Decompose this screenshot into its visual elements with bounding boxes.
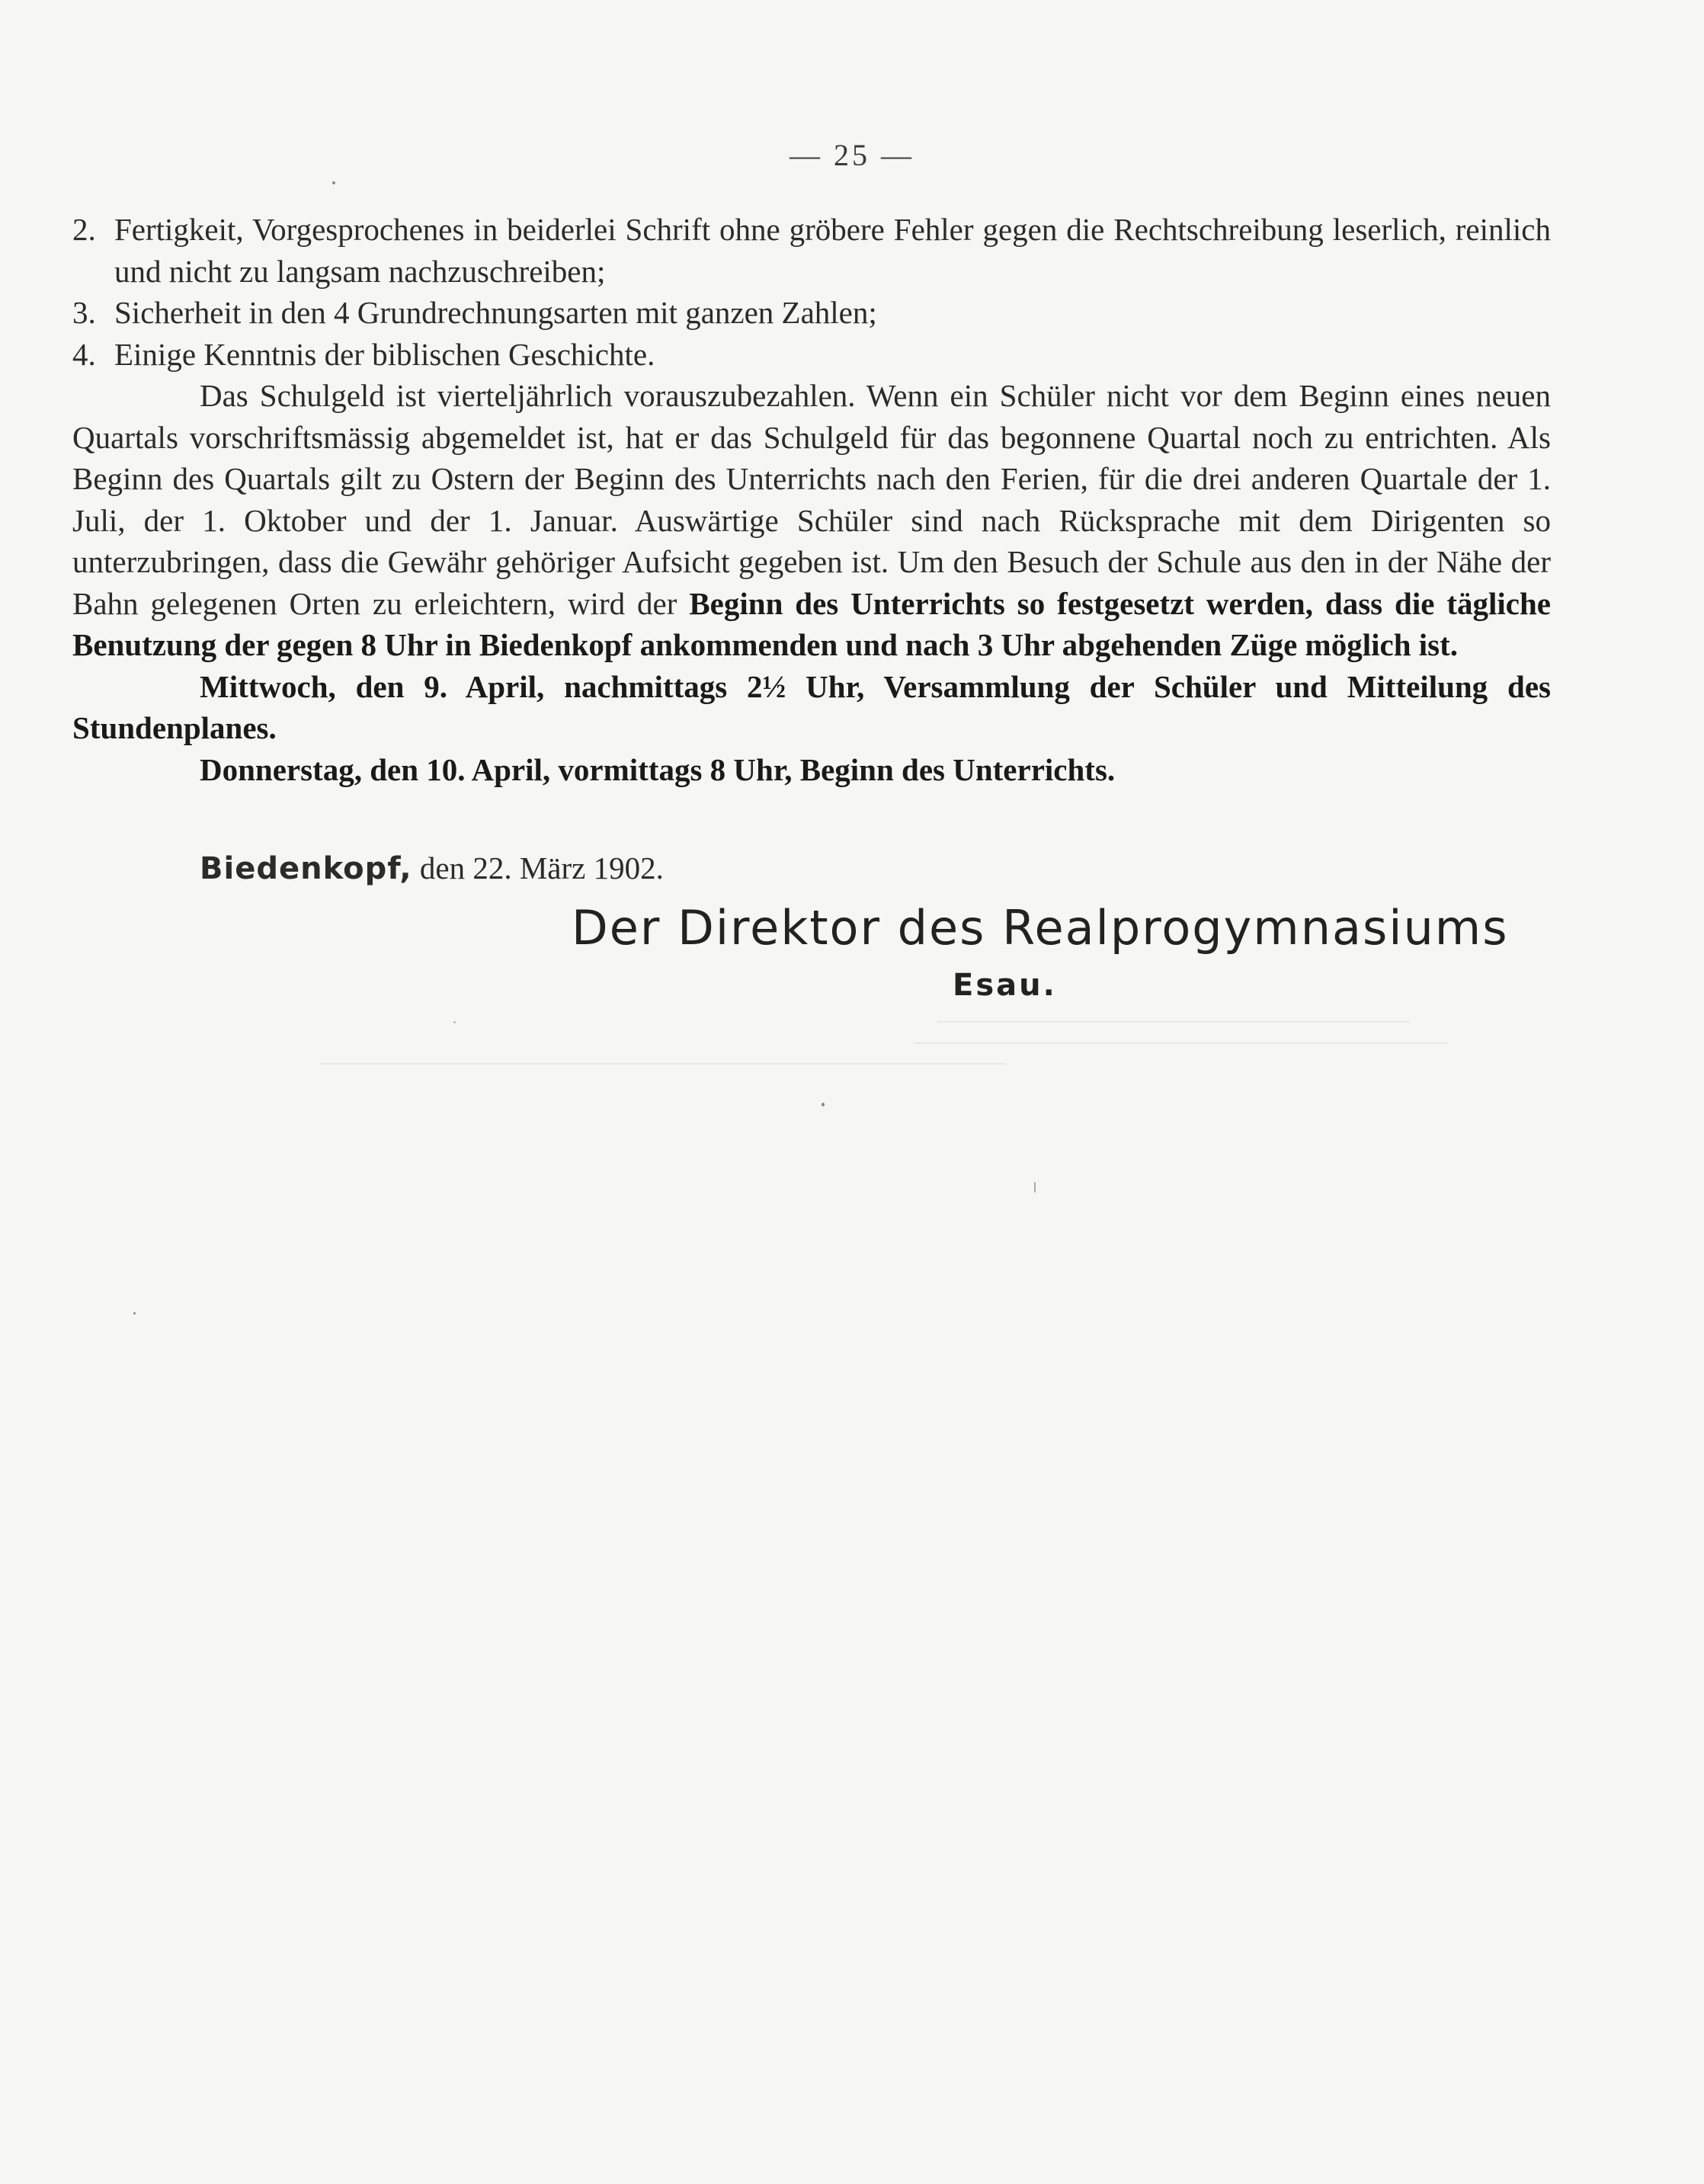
scan-speck <box>133 1312 136 1315</box>
list-item-text: Einige Kenntnis der biblischen Geschichte. <box>114 336 655 372</box>
scan-speck <box>822 1103 825 1106</box>
paragraph-school-fees <box>72 375 1551 666</box>
dateline <box>200 847 664 889</box>
announcement-start: Donnerstag, den 10. April, vormittags 8 Uhr, Beginn des Unterrichts. <box>200 751 1116 787</box>
signature-name: Esau. <box>953 968 1057 1003</box>
paragraph-fees-text: Das Schulgeld ist vierteljährlich vorauszubezahlen. Wenn ein Schüler nicht vor dem Beginn eines neuen Quartals vorschriftsmässig abgemeldet ist, hat er das Schulgeld für das begonnene Quartal noch zu entrichten. Als Beginn des Quartals gilt zu Ostern der Beginn des Unterrichts nach den Ferien, für die drei anderen Quartale der 1. Juli, der 1. Oktober und der 1. Januar. Auswärtige Schüler sind nach Rücksprache mit dem Dirigenten so unterzubringen, dass die Gewähr gehöriger Aufsicht gegeben ist. Um den Besuch der Schule aus den in der Nähe der Bahn gelegenen Orten zu erleichtern, wird der <box>72 378 1551 621</box>
list-item <box>72 209 1551 292</box>
bleed-through-line <box>320 1063 1006 1065</box>
bleed-through-line <box>937 1021 1410 1023</box>
dateline-date: den 22. März 1902. <box>419 850 664 885</box>
scan-speck <box>332 181 335 184</box>
list-item-text: Sicherheit in den 4 Grundrechnungsarten mit ganzen Zahlen; <box>114 295 877 330</box>
document-body <box>72 209 1551 790</box>
announcement-meeting: Mittwoch, den 9. April, nachmittags 2½ Uhr, Versammlung der Schüler und Mitteilung des Stundenplanes. <box>72 668 1551 745</box>
signature-title: Der Direktor des Realprogymnasiums <box>572 900 1509 956</box>
paragraph-fees-bold-text: Beginn des Unterrichts so festgesetzt werden, dass die tägliche Benutzung der gegen 8 Uhr in Biedenkopf ankommenden und nach 3 Uhr abgehenden Züge möglich ist. <box>72 585 1551 662</box>
list-item-text: Fertigkeit, Vorgesprochenes in beiderlei Schrift ohne gröbere Fehler gegen die Rechtschreibung leserlich, reinlich und nicht zu langsam nachzuschreiben; <box>114 212 1551 289</box>
scan-speck <box>1034 1182 1036 1193</box>
list-item <box>72 292 1551 334</box>
bleed-through-line <box>914 1042 1448 1044</box>
list-item <box>72 334 1551 376</box>
list-item-number: 3. <box>72 295 96 330</box>
page-number: — 25 — <box>790 138 914 172</box>
list-item-number: 4. <box>72 336 96 372</box>
scan-speck <box>453 1021 456 1023</box>
dateline-place: Biedenkopf, <box>200 851 412 886</box>
list-item-number: 2. <box>72 212 96 247</box>
